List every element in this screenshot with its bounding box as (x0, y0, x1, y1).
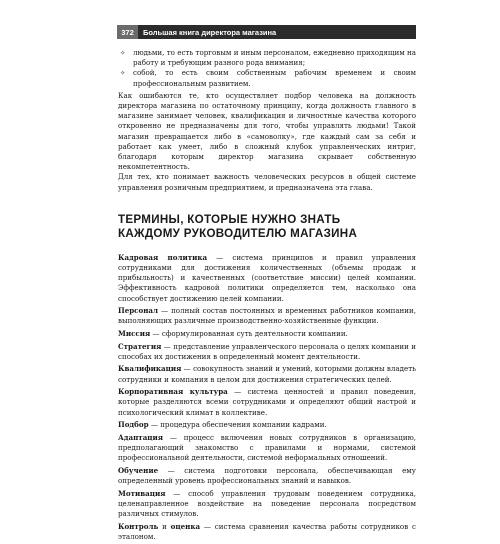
term-definition: — система ценностей и правил поведения, которые разделяются всеми сотрудниками и определяют общий настрой и психологический климат в коллективе. (118, 387, 416, 417)
term-definition: — сформулированная суть деятельности компании. (150, 329, 348, 339)
term-name: Контроль (118, 521, 159, 531)
page-content (118, 48, 416, 544)
paragraph-chapter-purpose: Для тех, кто понимает важность человеческих ресурсов в общей системе управления розничным предприятием, и предназначена эта глава. (118, 172, 416, 192)
term-name: Стратегия (118, 341, 162, 351)
term-name: Персонал (118, 306, 159, 316)
diamond-bullet-icon: ✧ (120, 69, 126, 78)
term-name: Мотивация (118, 488, 166, 498)
term-entry (118, 253, 416, 304)
section-heading-line2: КАЖДОМУ РУКОВОДИТЕЛЮ МАГАЗИНА (118, 226, 358, 240)
bullet-item-people (118, 48, 416, 68)
term-entry (118, 364, 416, 384)
section-heading (118, 213, 416, 241)
term-definition: — совокупность знаний и умений, которыми должны владеть сотрудники и компания в целом для достижения стратегических целей. (118, 364, 416, 384)
bullet-text: людьми, то есть торговым и иным персоналом, ежедневно приходящим на работу и требующим разного рода внимания; (133, 48, 416, 68)
term-entry (118, 329, 416, 339)
term-entry (118, 466, 416, 486)
term-name: оценка (170, 521, 201, 531)
book-title: Большая книга директора магазина (143, 27, 277, 37)
term-name: Миссия (118, 329, 151, 339)
term-conjunction: и (158, 521, 171, 531)
term-definition: — процесс включения новых сотрудников в организацию, предполагающий знакомство с правилами и нормами, системой профессиональной деятельности, системой неформальных отношений. (118, 432, 416, 463)
term-entry (118, 420, 416, 430)
section-heading-line1: ТЕРМИНЫ, КОТОРЫЕ НУЖНО ЗНАТЬ (118, 212, 341, 226)
page-number: 372 (117, 25, 138, 39)
bullet-item-self (118, 68, 416, 88)
running-header (117, 25, 416, 39)
term-definition: — система сравнения качества работы сотрудников с эталоном. (118, 521, 416, 541)
term-definition: — система принципов и правил управления сотрудниками для достижения количественных (объемы продаж и прибыльность) и качественных (соответствие миссии) целей компании. Эффективность кадровой политики определяется тем, насколько она способствует достижению целей компании. (118, 252, 416, 303)
term-name: Корпоративная культура (118, 387, 228, 397)
term-entry (118, 489, 416, 520)
term-entry (118, 387, 416, 418)
term-name: Обучение (118, 465, 159, 475)
paragraph-mistake: Как ошибаются те, кто осуществляет подбор человека на должность директора магазина по остаточному принципу, когда должность главного в магазине занимает человек, квалификация и личностные качества которого откровенно не предназначены для того, чтобы управлять людьми! Такой магазин превращается либо в «самоволку», где каждый сам за себя и работает как умеет, либо в сложный клубок управленческих интриг, благодаря которым директор магазина скрывает собственную некомпетентность. (118, 90, 416, 172)
term-definition: — система подготовки персонала, обеспечивающая ему определенный уровень профессиональных знаний и навыков. (118, 465, 416, 486)
term-definition: — процедура обеспечения компании кадрами. (148, 420, 327, 430)
bullet-text: собой, то есть своим собственным рабочим временем и своим профессиональным развитием. (133, 68, 416, 88)
term-entry (118, 522, 416, 542)
term-definition: — полный состав постоянных и временных работников компании, выполняющих различные производственно-хозяйственные функции. (118, 306, 416, 326)
term-entry (118, 306, 416, 326)
term-name: Кадровая политика (118, 252, 208, 262)
term-entry (118, 342, 416, 362)
term-entry (118, 433, 416, 464)
term-definition: — способ управления трудовым поведением сотрудника, целенаправленное воздействие на поведение персонала посредством различных стимулов. (118, 488, 416, 519)
term-name: Подбор (118, 420, 149, 430)
term-name: Адаптация (118, 432, 164, 442)
term-definition: — представление управленческого персонала о целях компании и способах их достижения в определенный момент деятельности. (118, 341, 416, 361)
term-name: Квалификация (118, 364, 182, 374)
terms-list (118, 253, 416, 542)
diamond-bullet-icon: ✧ (120, 49, 126, 57)
